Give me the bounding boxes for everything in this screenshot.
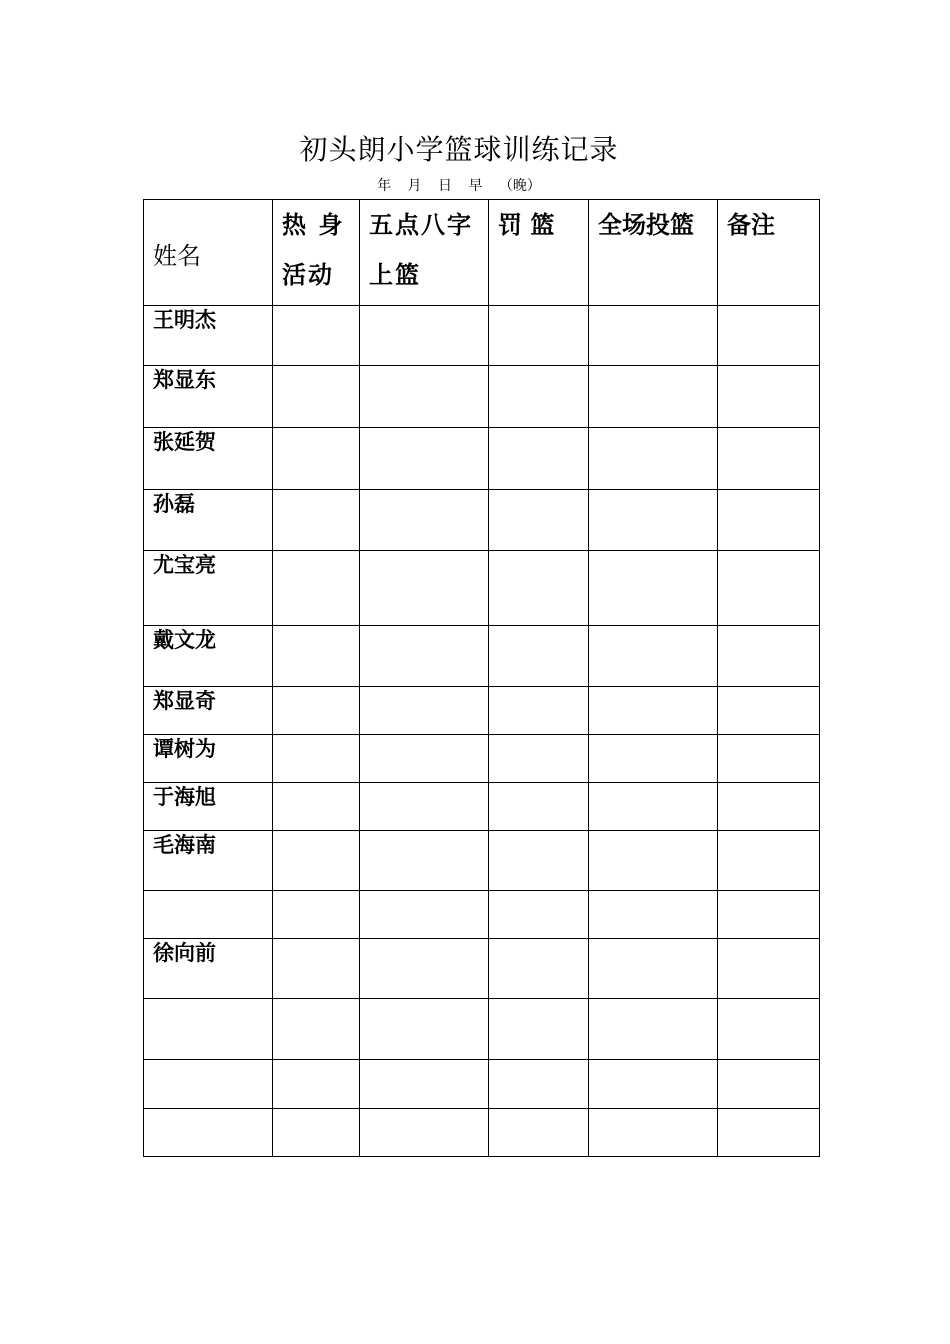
free-throw-cell	[489, 1109, 589, 1157]
table-row	[144, 939, 820, 999]
layup-cell	[360, 1109, 489, 1157]
full-court-shot-cell	[589, 735, 718, 783]
player-name-cell	[144, 999, 273, 1060]
full-court-shot-cell	[589, 1060, 718, 1109]
warmup-cell	[273, 306, 360, 366]
table-row	[144, 735, 820, 783]
player-name-cell	[144, 891, 273, 939]
table-row	[144, 1060, 820, 1109]
free-throw-cell	[489, 428, 589, 490]
warmup-cell	[273, 1060, 360, 1109]
layup-cell	[360, 687, 489, 735]
notes-cell	[718, 490, 820, 551]
player-name-cell: 徐向前	[144, 939, 273, 999]
player-name-cell: 郑显奇	[144, 687, 273, 735]
warmup-cell	[273, 490, 360, 551]
header-name: 姓名	[144, 200, 273, 306]
free-throw-cell	[489, 735, 589, 783]
notes-cell	[718, 999, 820, 1060]
warmup-cell	[273, 428, 360, 490]
table-row	[144, 428, 820, 490]
warmup-cell	[273, 687, 360, 735]
notes-cell	[718, 428, 820, 490]
table-row	[144, 999, 820, 1060]
layup-cell	[360, 999, 489, 1060]
table-row	[144, 687, 820, 735]
full-court-shot-cell	[589, 891, 718, 939]
table-row	[144, 783, 820, 831]
free-throw-cell	[489, 999, 589, 1060]
header-warmup: 热 身 活动	[273, 200, 360, 306]
notes-cell	[718, 687, 820, 735]
player-name-cell: 孙磊	[144, 490, 273, 551]
free-throw-cell	[489, 1060, 589, 1109]
warmup-cell	[273, 551, 360, 626]
full-court-shot-cell	[589, 626, 718, 687]
header-layup: 五点八字上篮	[360, 200, 489, 306]
free-throw-cell	[489, 490, 589, 551]
free-throw-cell	[489, 306, 589, 366]
player-name-cell: 戴文龙	[144, 626, 273, 687]
notes-cell	[718, 626, 820, 687]
free-throw-cell	[489, 626, 589, 687]
layup-cell	[360, 783, 489, 831]
table-row	[144, 551, 820, 626]
player-name-cell: 郑显东	[144, 366, 273, 428]
player-name-cell: 毛海南	[144, 831, 273, 891]
layup-cell	[360, 551, 489, 626]
table-row	[144, 891, 820, 939]
free-throw-cell	[489, 366, 589, 428]
notes-cell	[718, 939, 820, 999]
notes-cell	[718, 783, 820, 831]
free-throw-cell	[489, 939, 589, 999]
warmup-cell	[273, 831, 360, 891]
layup-cell	[360, 939, 489, 999]
page-title: 初头朗小学篮球训练记录	[299, 133, 619, 166]
warmup-cell	[273, 939, 360, 999]
notes-cell	[718, 551, 820, 626]
date-line: 年 月 日 早 （晚）	[377, 178, 541, 194]
warmup-cell	[273, 626, 360, 687]
table-row	[144, 831, 820, 891]
header-notes: 备注	[718, 200, 820, 306]
table-row	[144, 366, 820, 428]
full-court-shot-cell	[589, 783, 718, 831]
table-row	[144, 306, 820, 366]
layup-cell	[360, 306, 489, 366]
free-throw-cell	[489, 891, 589, 939]
full-court-shot-cell	[589, 939, 718, 999]
notes-cell	[718, 1060, 820, 1109]
player-name-cell	[144, 1060, 273, 1109]
layup-cell	[360, 428, 489, 490]
table-row	[144, 1109, 820, 1157]
player-name-cell: 王明杰	[144, 306, 273, 366]
full-court-shot-cell	[589, 551, 718, 626]
free-throw-cell	[489, 783, 589, 831]
notes-cell	[718, 1109, 820, 1157]
full-court-shot-cell	[589, 1109, 718, 1157]
free-throw-cell	[489, 831, 589, 891]
warmup-cell	[273, 735, 360, 783]
warmup-cell	[273, 999, 360, 1060]
warmup-cell	[273, 1109, 360, 1157]
notes-cell	[718, 735, 820, 783]
full-court-shot-cell	[589, 687, 718, 735]
table-row	[144, 626, 820, 687]
full-court-shot-cell	[589, 306, 718, 366]
layup-cell	[360, 490, 489, 551]
player-name-cell: 张延贺	[144, 428, 273, 490]
layup-cell	[360, 1060, 489, 1109]
player-name-cell	[144, 1109, 273, 1157]
notes-cell	[718, 366, 820, 428]
notes-cell	[718, 306, 820, 366]
header-free-throw: 罚 篮	[489, 200, 589, 306]
notes-cell	[718, 831, 820, 891]
player-name-cell: 于海旭	[144, 783, 273, 831]
free-throw-cell	[489, 687, 589, 735]
player-name-cell: 尤宝亮	[144, 551, 273, 626]
notes-cell	[718, 891, 820, 939]
layup-cell	[360, 831, 489, 891]
full-court-shot-cell	[589, 999, 718, 1060]
warmup-cell	[273, 891, 360, 939]
full-court-shot-cell	[589, 831, 718, 891]
layup-cell	[360, 366, 489, 428]
warmup-cell	[273, 783, 360, 831]
player-name-cell: 谭树为	[144, 735, 273, 783]
header-full-court-shot: 全场投篮	[589, 200, 718, 306]
table-row	[144, 490, 820, 551]
free-throw-cell	[489, 551, 589, 626]
full-court-shot-cell	[589, 428, 718, 490]
warmup-cell	[273, 366, 360, 428]
layup-cell	[360, 735, 489, 783]
layup-cell	[360, 891, 489, 939]
training-record-table	[143, 199, 820, 1157]
table-header-row	[144, 200, 820, 306]
layup-cell	[360, 626, 489, 687]
full-court-shot-cell	[589, 366, 718, 428]
full-court-shot-cell	[589, 490, 718, 551]
